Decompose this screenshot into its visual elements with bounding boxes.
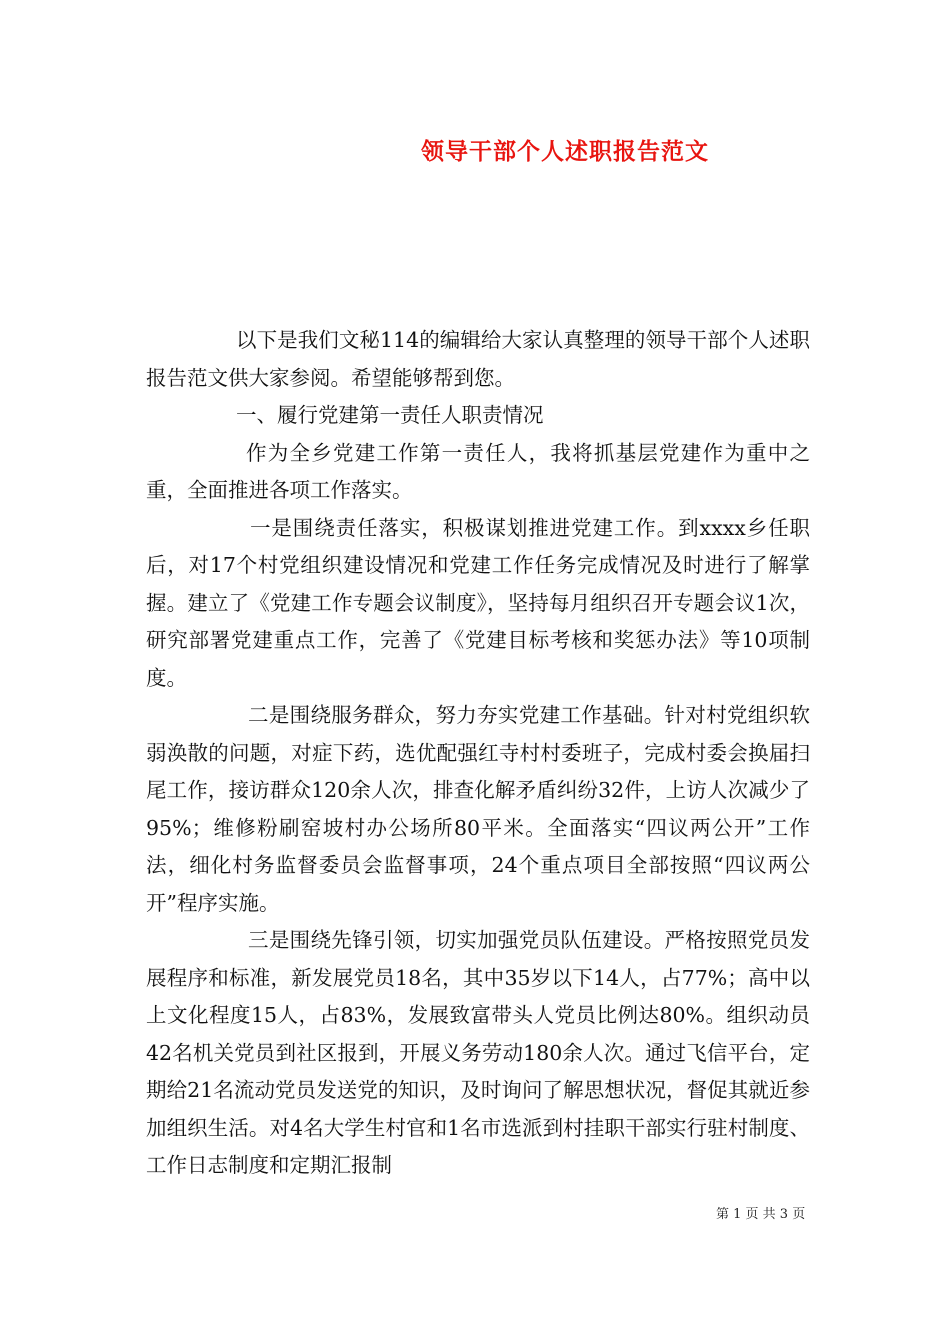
paragraph-item-3: 三是围绕先锋引领，切实加强党员队伍建设。严格按照党员发展程序和标准，新发展党员18名，其中35岁以下14人，占77%；高中以上文化程度15人，占83%，发展致富带头人党员比例达80%。组织动员42名机关党员到社区报到，开展义务劳动180余人次。通过飞信平台，定期给21名流动党员发送党的知识，及时询问了解思想状况，督促其就近参加组织生活。对4名大学生村官和1名市选派到村挂职干部实行驻村制度、工作日志制度和定期汇报制 (146, 928, 810, 1177)
paragraph-intro: 以下是我们文秘114的编辑给大家认真整理的领导干部个人述职报告范文供大家参阅。希望能够帮到您。 (146, 328, 810, 390)
paragraph-item-2: 二是围绕服务群众，努力夯实党建工作基础。针对村党组织软弱涣散的问题，对症下药，选优配强红寺村村委班子，完成村委会换届扫尾工作，接访群众120余人次，排查化解矛盾纠纷32件，上访人次减少了95%；维修粉刷窑坡村办公场所80平米。全面落实“四议两公开”工作法，细化村务监督委员会监督事项，24个重点项目全部按照“四议两公开”程序实施。 (146, 703, 810, 915)
page-number-footer: 第 1 页 共 3 页 (716, 1207, 806, 1222)
section-heading-1: 一、履行党建第一责任人职责情况 (236, 403, 544, 427)
document-title: 领导干部个人述职报告范文 (421, 138, 709, 165)
document-body (146, 322, 810, 1185)
paragraph-item-1: 一是围绕责任落实，积极谋划推进党建工作。到xxxx乡任职后，对17个村党组织建设情况和党建工作任务完成情况及时进行了解掌握。建立了《党建工作专题会议制度》，坚持每月组织召开专题会议1次，研究部署党建重点工作，完善了《党建目标考核和奖惩办法》等10项制度。 (146, 515, 810, 690)
paragraph-overview: 作为全乡党建工作第一责任人，我将抓基层党建作为重中之重，全面推进各项工作落实。 (146, 440, 810, 502)
